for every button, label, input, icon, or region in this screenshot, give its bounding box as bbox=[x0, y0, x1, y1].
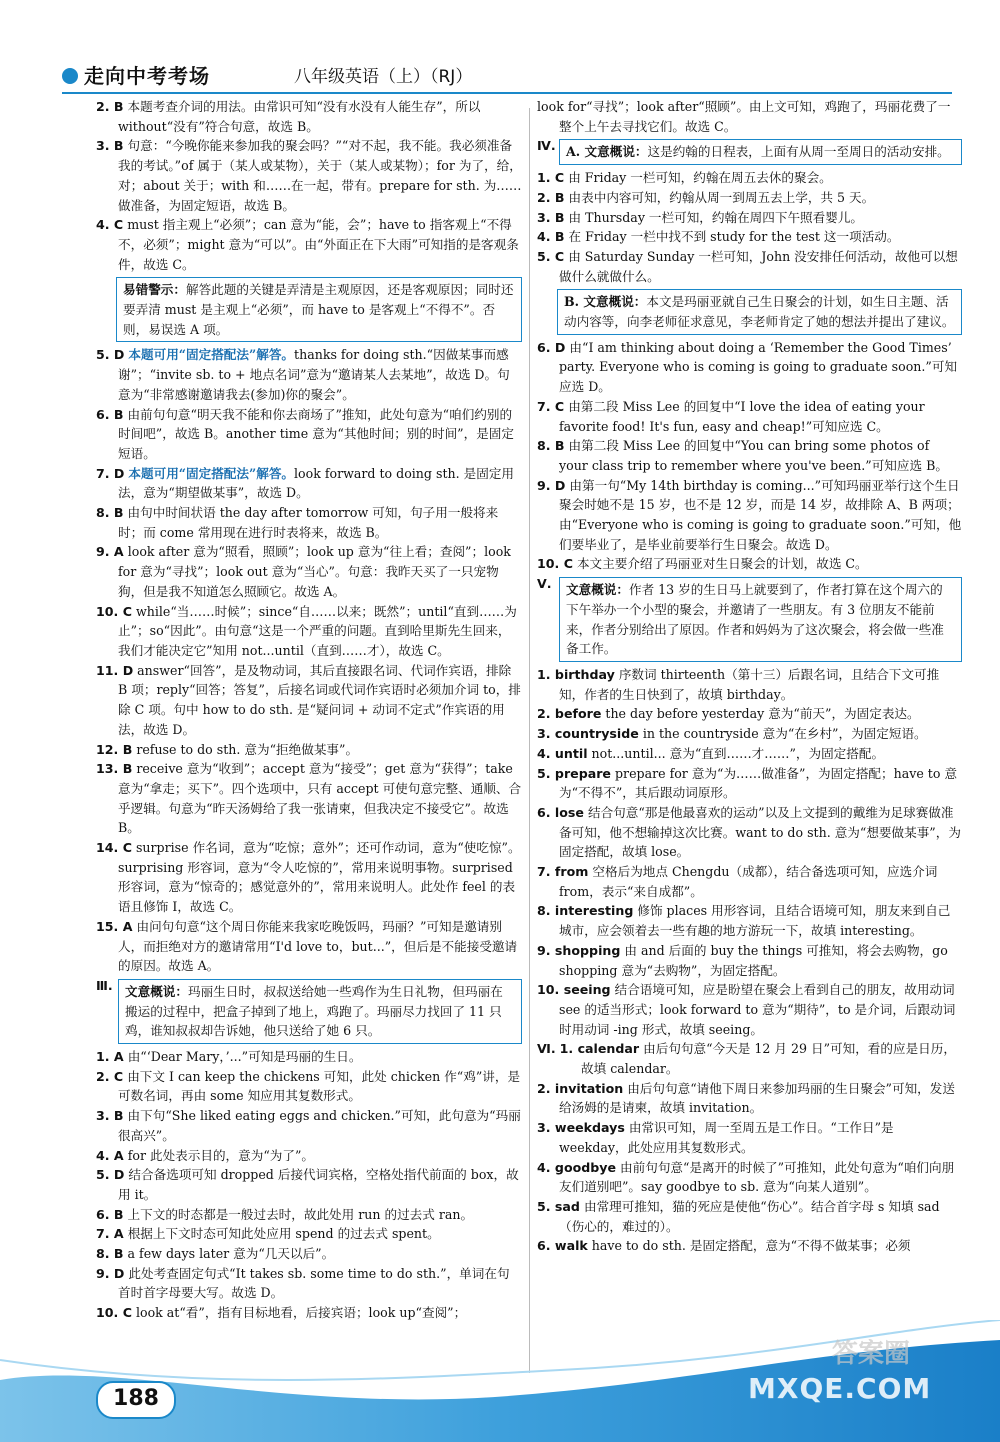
summary-box bbox=[559, 577, 962, 662]
answer-item bbox=[96, 759, 522, 838]
summary-text: 这是约翰的日程表，上面有从周一至周日的活动安排。 bbox=[647, 144, 950, 160]
summary-text: 玛丽生日时，叔叔送给她一些鸡作为生日礼物，但玛丽在搬运的过程中，把盒子掉到了地上，鸡跑了。玛丽尽力找回了 11 只鸡，谁知叔叔却告诉她，他只送给了她 6 只。 bbox=[125, 983, 503, 1039]
answer-item bbox=[537, 1158, 962, 1197]
book-subtitle: 八年级英语（上）（RJ） bbox=[294, 67, 473, 87]
summary-lead: A. 文意概说： bbox=[566, 144, 648, 160]
answer-item bbox=[96, 345, 522, 404]
summary-lead: 易错警示： bbox=[123, 282, 186, 298]
answer-explanation: 由前句句意“明天我不能和你去商场了”推知，此处句意为“咱们约别的时间吧”，故选 B。another time 意为“其他时间；别的时间”，是固定短语。 bbox=[118, 406, 514, 461]
section-numeral: Ⅳ. bbox=[537, 138, 556, 154]
answer-number: 3. countryside bbox=[537, 726, 639, 742]
answer-item bbox=[96, 405, 522, 464]
answer-explanation: 空格后为地点 Chengdu（成都），结合备选项可知，应选介词 from，表示“来自成都”。 bbox=[559, 864, 938, 899]
answer-explanation: a few days later 意为“几天以后”。 bbox=[127, 1246, 335, 1262]
answer-explanation: 由常理可推知，猫的死应是使他“伤心”。结合首字母 s 知填 sad（伤心的，难过的）。 bbox=[559, 1198, 940, 1234]
answer-item bbox=[96, 1067, 522, 1106]
answer-explanation: 由常识可知，周一至周五是工作日。“工作日”是 weekday，此处应用其复数形式。 bbox=[559, 1120, 894, 1155]
answer-number: 6. D bbox=[537, 339, 566, 355]
answer-explanation: 上下文的时态都是一般过去时，故此处用 run 的过去式 ran。 bbox=[127, 1206, 474, 1222]
answer-explanation: look forward to doing sth. 是固定用法，意为“期望做某事”，故选 D。 bbox=[118, 465, 515, 501]
answer-item bbox=[537, 554, 962, 574]
answer-explanation: 由下文 I can keep the chickens 可知，此处 chicken 作“鸡”讲，是可数名词，再由 some 知应用其复数形式。 bbox=[118, 1068, 521, 1104]
answer-item bbox=[537, 338, 962, 397]
answer-number: 3. weekdays bbox=[537, 1120, 625, 1136]
section-numeral: Ⅲ. bbox=[96, 977, 113, 993]
answer-number: 9. D bbox=[537, 477, 566, 493]
answer-number: 2. B bbox=[537, 189, 565, 205]
answer-number: 11. D bbox=[96, 662, 134, 678]
answer-item bbox=[537, 247, 962, 286]
left-column bbox=[96, 97, 522, 1323]
book-title: 走向中考考场 bbox=[84, 64, 210, 88]
answer-item bbox=[537, 436, 962, 475]
answer-number: 6. B bbox=[96, 1206, 124, 1222]
answer-number: 1. A bbox=[96, 1049, 124, 1065]
answer-explanation: 由问句句意“这个周日你能来我家吃晚饭吗，玛丽？”可知是邀请别人，而拒绝对方的邀请常用“I'd love to，but...”，但后是不能接受邀请的原因。故选 A。 bbox=[118, 918, 518, 974]
answer-number: 14. C bbox=[96, 840, 132, 856]
answer-item bbox=[96, 602, 522, 661]
answer-item bbox=[537, 97, 962, 136]
column-divider bbox=[529, 108, 530, 1373]
answer-explanation: 修饰 places 用形容词，且结合语境可知，朋友来到自己城市，应会领着去一些有趣的地方游玩一下，故填 interesting。 bbox=[559, 903, 951, 939]
answer-item bbox=[537, 980, 962, 1039]
answer-item bbox=[96, 464, 522, 503]
header-bullet-icon bbox=[62, 68, 78, 84]
answer-explanation: 本文主要介绍了玛丽亚对生日聚会的计划，故选 C。 bbox=[576, 556, 868, 572]
answer-item bbox=[537, 188, 962, 208]
answer-number: 8. B bbox=[96, 1246, 124, 1262]
answer-item bbox=[96, 1205, 522, 1225]
answer-explanation: 由 and 后面的 buy the things 可推知，将会去购物，go shopping 意为“去购物”，为固定搭配。 bbox=[559, 942, 948, 978]
answer-number: 15. A bbox=[96, 918, 133, 934]
answer-explanation: must 指主观上“必须”；can 意为“能，会”；have to 指客观上“不得不，必须”；might 意为“可以”。由“外面正在下大雨”可知指的是客观条件，故选 C。 bbox=[118, 217, 519, 272]
answer-number: 1. birthday bbox=[537, 666, 615, 682]
section-summary bbox=[96, 976, 522, 1047]
answer-number: 10. seeing bbox=[537, 982, 611, 998]
answer-number: 10. C bbox=[96, 603, 132, 619]
answer-item bbox=[96, 1146, 522, 1166]
answer-item bbox=[96, 1224, 522, 1244]
answer-item bbox=[96, 1165, 522, 1204]
answer-number: 9. D bbox=[96, 1265, 125, 1281]
answer-explanation: answer“回答”，是及物动词，其后直接跟名词、代词作宾语，排除 B 项；reply“回答；答复”，后接名词或代词作宾语时必须加介词 to，排除 C 项。句中 how to do sth. 是“疑问词 + 动词不定式”作宾语的用法，故选 D。 bbox=[118, 662, 521, 737]
answer-item bbox=[537, 1197, 962, 1236]
summary-box bbox=[559, 139, 962, 165]
answer-item bbox=[537, 941, 962, 980]
answer-item bbox=[537, 168, 962, 188]
answer-item bbox=[96, 1047, 522, 1067]
answer-explanation: 由“‘Dear Mary，’...”可知是玛丽的生日。 bbox=[127, 1049, 362, 1065]
answer-item bbox=[537, 476, 962, 555]
answer-item bbox=[96, 1106, 522, 1145]
answer-item bbox=[96, 661, 522, 740]
section-summary bbox=[537, 136, 962, 168]
answer-item bbox=[96, 740, 522, 760]
answer-number: 4. goodbye bbox=[537, 1159, 617, 1175]
answer-explanation: 句意：“今晚你能来参加我的聚会吗？”“对不起，我不能。我必须准备我的考试。”of 属于（某人或某物），关于（某人或某物）；for 为了，给，对；about 关于；with 和……在一起，带有。prepare for sth. 为……做准备，为固定短语，故选 B。 bbox=[118, 138, 522, 213]
answer-item bbox=[537, 862, 962, 901]
answer-item bbox=[537, 227, 962, 247]
answer-explanation: have to do sth. 是固定搭配，意为“不得不做某事；必须 bbox=[591, 1238, 911, 1254]
answer-item bbox=[537, 1236, 962, 1256]
answer-item bbox=[537, 208, 962, 228]
answer-explanation: not...until... 意为“直到……才……”，为固定搭配。 bbox=[591, 745, 885, 761]
answer-explanation: 此处考查固定句式“It takes sb. some time to do sth.”，单词在句首时首字母要大写。故选 D。 bbox=[118, 1265, 510, 1301]
answer-number: 6. B bbox=[96, 406, 124, 422]
answer-item bbox=[537, 744, 962, 764]
summary-text: 本文是玛丽亚就自己生日聚会的计划，如生日主题、活动内容等，向李老师征求意见，李老师肯定了她的想法并提出了建议。 bbox=[564, 294, 955, 330]
answer-explanation: 由第二段 Miss Lee 的回复中“I love the idea of eating your favorite food! It's fun, easy and cheap!”可知应选 C。 bbox=[559, 398, 925, 434]
answer-number: 9. shopping bbox=[537, 942, 621, 958]
answer-explanation: 由 Saturday Sunday 一栏可知，John 没安排任何活动，故他可以想做什么就做什么。 bbox=[559, 248, 958, 284]
answer-item bbox=[537, 397, 962, 436]
answer-number: 5. sad bbox=[537, 1198, 580, 1214]
summary-box bbox=[116, 277, 522, 342]
answer-number: 10. C bbox=[537, 556, 573, 572]
answer-item bbox=[537, 1039, 962, 1078]
answer-explanation: look for“寻找”；look after“照顾”。由上文可知，鸡跑了，玛丽花费了一整个上午去寻找它们。故选 C。 bbox=[537, 99, 951, 134]
answer-item bbox=[96, 1264, 522, 1303]
answer-number: 3. B bbox=[96, 1108, 124, 1124]
answer-explanation: 根据上下文时态可知此处应用 spend 的过去式 spent。 bbox=[127, 1226, 440, 1242]
answer-number: 6. lose bbox=[537, 804, 584, 820]
answer-number: 3. B bbox=[537, 209, 565, 225]
summary-lead: 文意概说： bbox=[566, 582, 629, 598]
answer-explanation: 本题考查介词的用法。由常识可知“没有水没有人能生存”，所以 without“没有”符合句意，故选 B。 bbox=[118, 99, 481, 134]
answer-item bbox=[537, 665, 962, 704]
summary-box bbox=[557, 289, 962, 334]
answer-explanation: prepare for 意为“为……做准备”，为固定搭配；have to 意为“不得不”，其后跟动词原形。 bbox=[559, 765, 958, 801]
summary-box bbox=[118, 979, 522, 1044]
summary-text: 解答此题的关键是弄清是主观原因，还是客观原因；同时还要弄清 must 是主观上“必须”，而 have to 是客观上“不得不”。否则，易误选 A 项。 bbox=[123, 282, 514, 337]
method-tip: 本题可用“固定搭配法”解答。 bbox=[128, 347, 295, 363]
answer-explanation: 由下句“She liked eating eggs and chicken.”可知，此句意为“玛丽很高兴”。 bbox=[118, 1108, 521, 1143]
answer-item bbox=[96, 917, 522, 976]
answer-item bbox=[537, 1118, 962, 1157]
page-number: 188 bbox=[96, 1381, 176, 1419]
answer-explanation: receive 意为“收到”；accept 意为“接受”；get 意为“获得”；take 意为“拿走；买下”。四个选项中，只有 accept 可使句意完整、通顺、合乎逻辑。句意为“昨天汤姆给了我一张请柬，但我决定不接受它”。故选 B。 bbox=[118, 761, 522, 836]
summary-lead: 文意概说： bbox=[125, 983, 188, 999]
answer-explanation: 由 Friday 一栏可知，约翰在周五去休的聚会。 bbox=[568, 170, 832, 186]
answer-number: 4. A bbox=[96, 1147, 124, 1163]
answer-item bbox=[537, 1079, 962, 1118]
answer-explanation: 由后句句意“请他下周日来参加玛丽的生日聚会”可知，发送给汤姆的是请柬，故填 invitation。 bbox=[559, 1080, 955, 1116]
answer-number: 7. from bbox=[537, 864, 589, 880]
answer-number: 1. calendar bbox=[559, 1041, 640, 1057]
answer-number: 8. interesting bbox=[537, 903, 634, 919]
answer-explanation: thanks for doing sth.“因做某事而感谢”；“invite sb. to + 地点名词”意为“邀请某人去某地”，故选 D。句意为“非常感谢邀请我去(参加)你的聚会”。 bbox=[118, 347, 510, 402]
watermark-chinese: 答案圈 bbox=[832, 1339, 911, 1369]
answer-explanation: in the countryside 意为“在乡村”，为固定短语。 bbox=[642, 726, 927, 742]
answer-explanation: 序数词 thirteenth（第十三）后跟名词，且结合下文可推知，作者的生日快到了，故填 birthday。 bbox=[559, 666, 940, 702]
answer-number: 8. B bbox=[96, 505, 124, 521]
answer-explanation: 由前句句意“是离开的时候了”可推知，此处句意为“咱们向朋友们道别吧”。say goodbye to sb. 意为“向某人道别”。 bbox=[559, 1159, 955, 1195]
answer-number: 12. B bbox=[96, 741, 133, 757]
answer-number: 2. before bbox=[537, 706, 602, 722]
answer-explanation: surprise 作名词，意为“吃惊；意外”；还可作动词，意为“使吃惊”。surprising 形容词，意为“令人吃惊的”，常用来说明事物。surprised 形容词，意为“惊奇的；感觉意外的”，常用来说明人。此处作 feel 的表语且修饰 I，故选 C。 bbox=[118, 840, 521, 915]
answer-item bbox=[537, 724, 962, 744]
answer-number: 4. C bbox=[96, 217, 124, 233]
answer-explanation: while“当……时候”；since“自……以来；既然”；until“直到……为止”；so“因此”。由句意“这是一个严重的问题。直到哈里斯先生回来，我们才能决定它”知用 not...until（直到……才），故选 C。 bbox=[118, 603, 517, 658]
answer-explanation: 结合备选项可知 dropped 后接代词宾格，空格处指代前面的 box，故用 it。 bbox=[118, 1167, 519, 1202]
answer-number: 7. D bbox=[96, 465, 125, 481]
answer-item bbox=[96, 1244, 522, 1264]
watermark-site: MXQE.COM bbox=[748, 1372, 932, 1405]
summary-lead: B. 文意概说： bbox=[564, 294, 647, 310]
answer-explanation: refuse to do sth. 意为“拒绝做某事”。 bbox=[136, 741, 359, 757]
answer-number: 4. B bbox=[537, 229, 565, 245]
answer-number: 1. C bbox=[537, 170, 565, 186]
method-tip: 本题可用“固定搭配法”解答。 bbox=[128, 465, 295, 481]
answer-item bbox=[96, 503, 522, 542]
answer-explanation: for 此处表示目的，意为“为了”。 bbox=[127, 1147, 314, 1163]
answer-explanation: 结合句意“那是他最喜欢的运动”以及上文提到的戴维为足球赛做准备可知，他不想输掉这次比赛。want to do sth. 意为“想要做某事”，为固定搭配，故填 lose。 bbox=[559, 804, 961, 860]
answer-number: 5. D bbox=[96, 1167, 125, 1183]
answer-explanation: 由表中内容可知，约翰从周一到周五去上学，共 5 天。 bbox=[568, 189, 875, 205]
answer-number: 13. B bbox=[96, 761, 133, 777]
answer-number: 5. prepare bbox=[537, 765, 611, 781]
answer-item bbox=[96, 136, 522, 215]
answer-item bbox=[537, 764, 962, 803]
answer-explanation: 由后句句意“今天是 12 月 29 日”可知，看的应是日历，故填 calendar。 bbox=[581, 1041, 956, 1077]
answer-number: 2. B bbox=[96, 99, 124, 114]
answer-explanation: look after 意为“照看，照顾”；look up 意为“往上看；查阅”；look for 意为“寻找”；look out 意为“当心”。句意：我昨天买了一只宠物狗，但是我不知道怎么照顾它。故选 A。 bbox=[118, 544, 511, 599]
right-column bbox=[537, 97, 962, 1256]
answer-explanation: 由第一句“My 14th birthday is coming...”可知玛丽亚举行这个生日聚会时她不是 15 岁，也不是 12 岁，而是 14 岁，故排除 A、B 两项；由“Everyone who is coming is going to graduate soon.”可知，他们要毕业了，是毕业前要举行生日聚会。故选 D。 bbox=[559, 477, 962, 552]
answer-number: 8. B bbox=[537, 438, 565, 454]
answer-explanation: 由“I am thinking about doing a ‘Remember the Good Times’ party. Everyone who is coming is going to graduate soon.”可知应选 D。 bbox=[559, 339, 958, 395]
answer-explanation: 由句中时间状语 the day after tomorrow 可知，句子用一般将来时；而 come 常用现在进行时表将来，故选 B。 bbox=[118, 505, 499, 540]
header-rule bbox=[62, 92, 952, 94]
page-header bbox=[62, 60, 962, 90]
answer-item bbox=[537, 901, 962, 940]
section-numeral: Ⅵ. bbox=[537, 1041, 556, 1057]
answer-item bbox=[96, 97, 522, 136]
summary-text: 作者 13 岁的生日马上就要到了，作者打算在这个周六的下午举办一个小型的聚会，并邀请了一些朋友。有 3 位朋友不能前来，作者分别给出了原因。作者和妈妈为了这次聚会，将会做一些准备工作。 bbox=[566, 582, 944, 657]
answer-number: 3. B bbox=[96, 138, 124, 154]
answer-number: 4. until bbox=[537, 745, 588, 761]
answer-item bbox=[96, 542, 522, 601]
answer-explanation: look at“看”，指有目标地看，后接宾语；look up“查阅”； bbox=[135, 1305, 467, 1321]
answer-number: 2. C bbox=[96, 1068, 124, 1084]
answer-item bbox=[537, 803, 962, 862]
answer-item bbox=[96, 838, 522, 917]
answer-number: 5. C bbox=[537, 248, 565, 264]
answer-number: 7. A bbox=[96, 1226, 124, 1242]
answer-number: 6. walk bbox=[537, 1238, 588, 1254]
answer-explanation: 由第二段 Miss Lee 的回复中“You can bring some photos of your class trip to remember where you've been.”可知应选 B。 bbox=[559, 438, 948, 473]
answer-item bbox=[537, 704, 962, 724]
section-numeral: Ⅴ. bbox=[537, 576, 552, 592]
answer-explanation: 结合语境可知，应是盼望在聚会上看到自己的朋友，故用动词 see 的适当形式；look forward to 意为“期待”，to 是介词，后跟动词时用动词 -ing 形式，故填 seeing。 bbox=[559, 982, 956, 1037]
answer-item bbox=[96, 215, 522, 274]
answer-number: 9. A bbox=[96, 544, 124, 560]
answer-number: 10. C bbox=[96, 1305, 132, 1321]
answer-number: 7. C bbox=[537, 398, 565, 414]
section-summary bbox=[537, 574, 962, 665]
answer-explanation: 由 Thursday 一栏可知，约翰在周四下午照看婴儿。 bbox=[568, 209, 864, 225]
answer-number: 5. D bbox=[96, 347, 125, 363]
answer-explanation: the day before yesterday 意为“前天”，为固定表达。 bbox=[605, 706, 920, 722]
answer-explanation: 在 Friday 一栏中找不到 study for the test 这一项活动。 bbox=[568, 229, 900, 245]
answer-number: 2. invitation bbox=[537, 1080, 624, 1096]
